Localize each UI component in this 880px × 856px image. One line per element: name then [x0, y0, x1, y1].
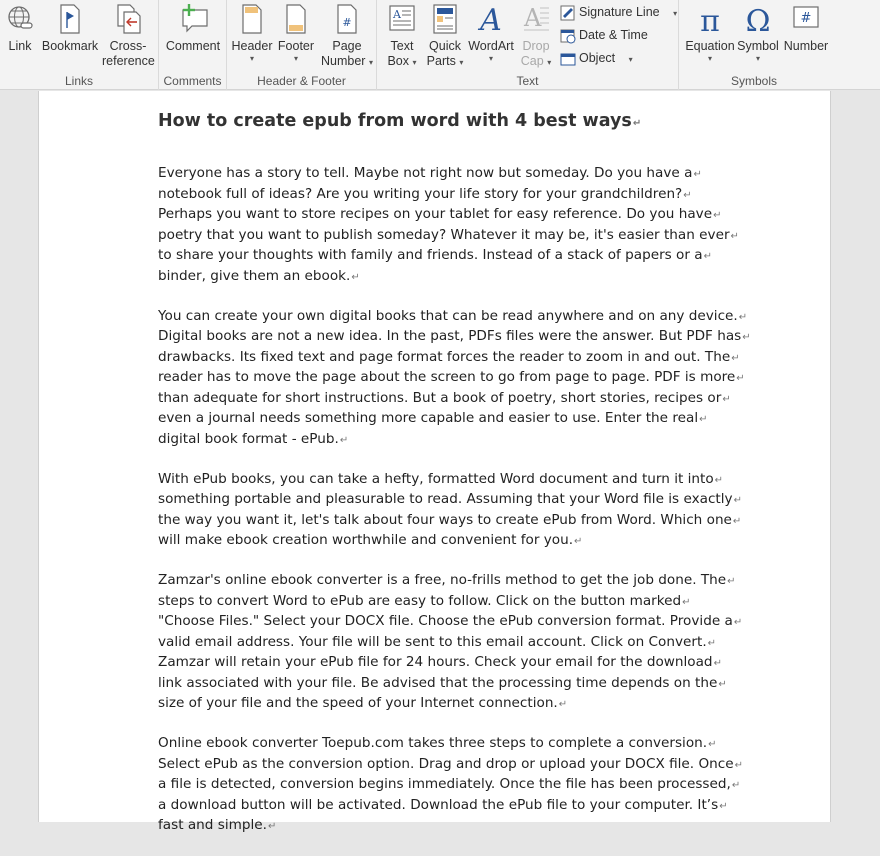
link-button[interactable]: Link	[4, 2, 36, 54]
document-paragraph[interactable]	[158, 571, 743, 715]
number-button[interactable]: # Number	[782, 2, 830, 54]
text-line: Select ePub as the conversion option. Drag and drop or upload your DOCX file. Once↵	[158, 755, 743, 772]
document-page[interactable]	[38, 91, 831, 833]
text-line: digital book format - ePub.↵	[158, 430, 349, 447]
chevron-down-icon: ▾	[673, 9, 678, 18]
links-group-label: Links	[64, 74, 93, 88]
pi-equation-icon	[684, 2, 736, 39]
wordart-icon	[467, 2, 515, 36]
text-line: fast and simple.↵	[158, 817, 277, 833]
paragraph-mark-icon: ↵	[351, 271, 360, 283]
text-line: Everyone has a story to tell. Maybe not right now but someday. Do you have a↵	[158, 165, 702, 181]
header-icon	[231, 2, 273, 36]
text-line: "Choose Files." Select your DOCX file. Choose the ePub conversion format. Provide a↵	[158, 613, 743, 629]
paragraph-mark-icon: ↵	[574, 536, 583, 547]
paragraph-mark-icon: ↵	[703, 251, 713, 262]
text-line: a file is detected, conversion begins immediately. Once the file has been processed,↵	[158, 776, 741, 792]
symbols-group	[679, 0, 880, 90]
new-comment-icon	[163, 2, 223, 36]
omega-symbol-icon	[736, 2, 780, 39]
calendar-clock-icon	[560, 28, 576, 44]
paragraph-mark-icon: ↵	[734, 759, 743, 771]
number-icon	[782, 2, 830, 36]
text-line: the way you want it, let's talk about four ways to create ePub from Word. Which one↵	[158, 511, 742, 528]
text-line: With ePub books, you can take a hefty, formatted Word document and turn it into↵	[158, 470, 724, 487]
cross-reference-button[interactable]: Cross- reference	[102, 2, 154, 69]
paragraph-mark-icon: ↵	[731, 780, 741, 791]
text-line: poetry that you want to publish someday? Whatever it may be, it's easier than ever↵	[158, 226, 739, 243]
paragraph-mark-icon: ↵	[267, 821, 277, 832]
header-footer-group	[227, 0, 377, 90]
text-line: notebook full of ideas? Are you writing your life story for your grandchildren?↵	[158, 185, 692, 202]
paragraph-mark-icon: ↵	[733, 617, 743, 628]
drop-cap-button[interactable]: A Drop Cap ▾	[517, 2, 555, 70]
svg-text:#: #	[800, 11, 812, 26]
text-line: something portable and pleasurable to read. Assuming that your Word file is exactly↵	[158, 491, 742, 507]
svg-text:A: A	[393, 8, 401, 21]
paragraph-mark-icon: ↵	[713, 658, 722, 669]
text-line: Digital books are not a new idea. In the past, PDFs files were the answer. But PDF has↵	[158, 328, 751, 344]
text-box-button[interactable]: A Text Box ▾	[383, 2, 421, 70]
chevron-down-icon: ▾	[459, 58, 464, 67]
document-paragraph[interactable]	[158, 470, 742, 552]
document-title[interactable]: How to create epub from word with 4 best ways↵	[158, 111, 642, 131]
comment-button[interactable]: Comment	[163, 2, 223, 54]
chevron-down-icon: ▾	[707, 54, 712, 63]
document-paragraph[interactable]	[158, 734, 743, 837]
document-canvas[interactable]	[0, 91, 880, 833]
object-icon	[560, 51, 576, 67]
paragraph-mark-icon: ↵	[713, 210, 722, 221]
symbols-group-label: Symbols	[730, 74, 777, 88]
signature-line-button[interactable]: Signature Line ▾	[560, 2, 677, 22]
paragraph-mark-icon: ↵	[738, 311, 748, 323]
symbol-button[interactable]: Ω Symbol ▾	[737, 4, 779, 63]
bookmark-icon	[41, 2, 99, 36]
drop-cap-icon	[517, 2, 555, 36]
cross-reference-icon	[102, 2, 154, 36]
text-line: valid email address. Your file will be sent to this email account. Click on Convert.↵	[158, 633, 717, 650]
quick-parts-button[interactable]: Quick Parts ▾	[423, 2, 467, 70]
header-footer-group-label: Header & Footer	[257, 74, 346, 88]
paragraph-mark-icon: ↵	[730, 230, 739, 242]
header-button[interactable]: Header ▾	[231, 2, 273, 64]
comments-group	[159, 0, 227, 90]
chevron-down-icon: ▾	[547, 58, 552, 67]
paragraph-mark-icon: ↵	[699, 414, 708, 425]
equation-button[interactable]: π Equation ▾	[685, 4, 735, 63]
links-group	[0, 0, 159, 90]
paragraph-mark-icon: ↵	[632, 118, 642, 129]
paragraph-mark-icon: ↵	[731, 352, 740, 364]
paragraph-mark-icon: ↵	[742, 332, 751, 343]
svg-text:Ω: Ω	[745, 4, 771, 39]
chevron-down-icon: ▾	[628, 55, 633, 64]
paragraph-mark-icon: ↵	[708, 739, 717, 750]
paragraph-mark-icon: ↵	[707, 637, 717, 649]
text-line: to share your thoughts with family and friends. Instead of a stack of papers or a↵	[158, 247, 713, 263]
comments-group-label: Comments	[163, 74, 222, 88]
date-time-button[interactable]: Date & Time	[560, 25, 648, 45]
text-line: even a journal needs something more capable and easier to use. Enter the real↵	[158, 410, 708, 426]
svg-text:π: π	[700, 4, 720, 39]
text-line: Zamzar's online ebook converter is a free, no-frills method to get the job done. The↵	[158, 572, 736, 588]
object-button[interactable]: Object ▾	[560, 48, 633, 68]
svg-text:A: A	[524, 4, 542, 32]
text-line: size of your file and the speed of your Internet connection.↵	[158, 695, 568, 711]
chevron-down-icon: ▾	[755, 54, 760, 63]
quick-parts-icon	[423, 2, 467, 36]
text-line: steps to convert Word to ePub are easy to follow. Click on the button marked↵	[158, 592, 691, 609]
paragraph-mark-icon: ↵	[733, 495, 742, 506]
text-line: drawbacks. Its fixed text and page format forces the reader to zoom in and out. The↵	[158, 348, 740, 365]
chevron-down-icon: ▾	[368, 58, 373, 67]
text-line: reader has to move the page about the screen to go from page to page. PDF is more↵	[158, 369, 745, 385]
chevron-down-icon: ▾	[488, 54, 493, 63]
text-line: Zamzar will retain your ePub file for 24 hours. Check your email for the download↵	[158, 654, 722, 670]
text-line: Online ebook converter Toepub.com takes three steps to complete a conversion.↵	[158, 735, 717, 751]
paragraph-mark-icon: ↵	[558, 699, 568, 710]
page-number-button[interactable]: # Page Number ▾	[321, 2, 373, 70]
text-group	[377, 0, 679, 90]
chevron-down-icon: ▾	[293, 54, 298, 63]
insert-ribbon	[0, 0, 880, 90]
globe-link-icon	[4, 2, 36, 36]
text-line: link associated with your file. Be advised that the processing time depends on the↵	[158, 674, 727, 691]
footer-icon	[275, 2, 317, 36]
paragraph-mark-icon: ↵	[727, 576, 736, 587]
text-line: binder, give them an ebook.↵	[158, 267, 360, 284]
paragraph-mark-icon: ↵	[732, 515, 742, 527]
paragraph-mark-icon: ↵	[693, 169, 702, 180]
paragraph-mark-icon: ↵	[719, 800, 728, 812]
paragraph-mark-icon: ↵	[683, 189, 692, 201]
chevron-down-icon: ▾	[249, 54, 254, 63]
paragraph-mark-icon: ↵	[718, 678, 727, 690]
paragraph-mark-icon: ↵	[682, 596, 691, 608]
signature-line-icon	[560, 5, 576, 21]
paragraph-mark-icon: ↵	[339, 434, 349, 446]
bookmark-button[interactable]: Bookmark	[41, 2, 99, 54]
document-paragraph[interactable]	[158, 164, 739, 287]
text-line: will make ebook creation worthwhile and convenient for you.↵	[158, 532, 583, 548]
wordart-button[interactable]: A WordArt ▾	[468, 3, 514, 63]
text-line: You can create your own digital books that can be read anywhere and on any device.↵	[158, 307, 748, 324]
text-group-label: Text	[516, 74, 539, 88]
text-line: than adequate for short instructions. But a book of poetry, short stories, recipes or↵	[158, 389, 731, 406]
document-paragraph[interactable]	[158, 307, 751, 451]
paragraph-mark-icon: ↵	[714, 474, 724, 486]
paragraph-mark-icon: ↵	[736, 373, 745, 384]
paragraph-mark-icon: ↵	[722, 393, 731, 405]
svg-text:#: #	[342, 16, 352, 29]
footer-button[interactable]: Footer ▾	[275, 2, 317, 64]
text-line: a download button will be activated. Download the ePub file to your computer. It’s↵	[158, 796, 728, 813]
document-body[interactable]	[158, 107, 751, 856]
text-line: Perhaps you want to store recipes on your tablet for easy reference. Do you have↵	[158, 206, 722, 222]
paragraphs-container	[158, 164, 751, 837]
chevron-down-icon: ▾	[412, 58, 417, 67]
text-box-icon	[383, 2, 421, 36]
svg-text:A: A	[480, 3, 502, 38]
page-number-icon	[321, 2, 373, 36]
